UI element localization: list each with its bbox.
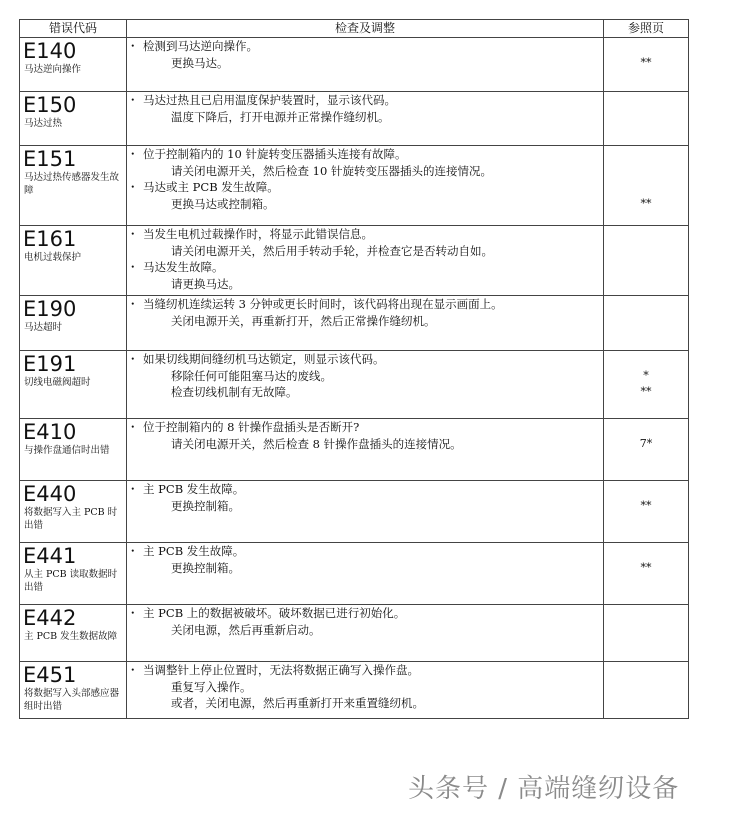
- reference-page-cell: [604, 605, 689, 662]
- table-row: [20, 543, 689, 605]
- error-code-cell: [20, 481, 127, 543]
- adjust-step: [127, 384, 603, 401]
- check-adjust-cell: [127, 543, 604, 605]
- bullet-icon: ・: [127, 147, 139, 161]
- error-name: 切线电磁阀超时: [24, 377, 91, 388]
- bullet-icon: ・: [127, 663, 139, 677]
- reference-page-cell: [604, 543, 689, 605]
- error-code: E441: [23, 544, 77, 568]
- error-code-cell: [20, 543, 127, 605]
- error-code-cell: [20, 38, 127, 92]
- check-item: [127, 351, 603, 368]
- error-name: 电机过载保护: [24, 252, 82, 263]
- header-reference-page: 参照页: [604, 20, 689, 38]
- line-text: 更换马达。: [171, 55, 229, 70]
- error-code: E190: [23, 297, 77, 321]
- bullet-icon: ・: [127, 352, 139, 366]
- error-code-cell: [20, 351, 127, 419]
- error-name: 主 PCB 发生数据故障: [24, 631, 118, 642]
- error-code: E151: [23, 147, 77, 171]
- line-text: 更换马达或控制箱。: [171, 196, 275, 211]
- reference-page-cell: [604, 662, 689, 719]
- reference-page-cell: [604, 296, 689, 351]
- table-row: [20, 351, 689, 419]
- reference-mark: 7*: [639, 436, 653, 450]
- reference-page-cell: [604, 226, 689, 296]
- reference-page-cell: [604, 481, 689, 543]
- check-item: [127, 296, 603, 313]
- reference-mark: **: [640, 385, 652, 398]
- line-text: 主 PCB 发生故障。: [143, 544, 245, 558]
- adjust-step: [127, 695, 603, 712]
- error-code-cell: [20, 92, 127, 146]
- check-item: [127, 226, 603, 243]
- check-adjust-cell: [127, 419, 604, 481]
- check-item: [127, 92, 603, 109]
- reference-mark: **: [640, 498, 652, 512]
- adjust-step: [127, 436, 603, 453]
- error-code-cell: [20, 605, 127, 662]
- check-adjust-cell: [127, 662, 604, 719]
- line-text: 主 PCB 上的数据被破坏。破坏数据已进行初始化。: [143, 606, 406, 620]
- error-code-cell: [20, 419, 127, 481]
- error-code: E191: [23, 352, 77, 376]
- reference-page-cell: [604, 38, 689, 92]
- adjust-step: [127, 163, 603, 180]
- check-item: [127, 259, 603, 276]
- table-row: [20, 419, 689, 481]
- reference-mark: [604, 543, 688, 560]
- header-check-adjust: 检查及调整: [127, 20, 604, 38]
- table-row: [20, 662, 689, 719]
- reference-mark: [604, 351, 688, 368]
- error-name: 马达过热: [24, 118, 63, 129]
- check-adjust-cell: [127, 146, 604, 226]
- bullet-icon: ・: [127, 39, 139, 53]
- check-adjust-cell: [127, 92, 604, 146]
- table-body: [20, 38, 689, 719]
- reference-mark: [604, 146, 688, 163]
- line-text: 更换控制箱。: [171, 560, 240, 575]
- reference-page-cell: [604, 419, 689, 481]
- header-error-code: 错误代码: [20, 20, 127, 38]
- line-text: 移除任何可能阻塞马达的废线。: [171, 368, 332, 383]
- error-name: 马达超时: [24, 322, 63, 333]
- check-item: [127, 38, 603, 55]
- bullet-icon: ・: [127, 227, 139, 241]
- check-adjust-cell: [127, 296, 604, 351]
- check-adjust-cell: [127, 481, 604, 543]
- reference-mark: [604, 419, 688, 436]
- reference-page-cell: [604, 351, 689, 419]
- line-text: 关闭电源，然后再重新启动。: [171, 622, 321, 637]
- table-row: [20, 92, 689, 146]
- error-code-cell: [20, 296, 127, 351]
- adjust-step: [127, 560, 603, 577]
- line-text: 当调整针上停止位置时，无法将数据正确写入操作盘。: [143, 663, 419, 677]
- line-text: 请更换马达。: [171, 276, 240, 291]
- adjust-step: [127, 243, 603, 260]
- error-code: E140: [23, 39, 77, 63]
- check-item: [127, 543, 603, 560]
- reference-mark: [604, 481, 688, 498]
- adjust-step: [127, 109, 603, 126]
- check-adjust-cell: [127, 605, 604, 662]
- line-text: 检测到马达逆向操作。: [143, 39, 258, 53]
- error-code: E442: [23, 606, 77, 630]
- adjust-step: [127, 196, 603, 213]
- error-code-cell: [20, 226, 127, 296]
- adjust-step: [127, 276, 603, 293]
- error-code: E161: [23, 227, 77, 251]
- error-code: E451: [23, 663, 77, 687]
- error-code: E150: [23, 93, 77, 117]
- line-text: 更换控制箱。: [171, 498, 240, 513]
- table-row: [20, 605, 689, 662]
- bullet-icon: ・: [127, 180, 139, 194]
- adjust-step: [127, 622, 603, 639]
- table-row: [20, 146, 689, 226]
- check-adjust-cell: [127, 351, 604, 419]
- error-name: 马达过热传感器发生故障: [24, 172, 120, 196]
- check-item: [127, 419, 603, 436]
- table-header-row: [20, 20, 689, 38]
- line-text: 请关闭电源开关，然后检查 8 针操作盘插头的连接情况。: [171, 436, 462, 451]
- adjust-step: [127, 679, 603, 696]
- check-item: [127, 605, 603, 622]
- check-item: [127, 481, 603, 498]
- line-text: 马达过热且已启用温度保护装置时，显示该代码。: [143, 93, 396, 107]
- bullet-icon: ・: [127, 93, 139, 107]
- check-adjust-cell: [127, 38, 604, 92]
- reference-mark: [604, 163, 688, 180]
- line-text: 马达发生故障。: [143, 260, 224, 274]
- line-text: 重复写入操作。: [171, 679, 252, 694]
- error-code-cell: [20, 146, 127, 226]
- line-text: 检查切线机制有无故障。: [171, 385, 298, 399]
- adjust-step: [127, 55, 603, 72]
- adjust-step: [127, 313, 603, 330]
- adjust-step: [127, 368, 603, 385]
- bullet-icon: ・: [127, 606, 139, 620]
- line-text: 位于控制箱内的 8 针操作盘插头是否断开?: [143, 420, 360, 434]
- table-row: [20, 481, 689, 543]
- bullet-icon: ・: [127, 297, 139, 311]
- reference-page-cell: [604, 146, 689, 226]
- check-adjust-cell: [127, 226, 604, 296]
- line-text: 马达或主 PCB 发生故障。: [143, 180, 279, 194]
- reference-mark: *: [643, 368, 649, 382]
- reference-mark: **: [640, 196, 652, 210]
- table-row: [20, 38, 689, 92]
- line-text: 温度下降后，打开电源并正常操作缝纫机。: [171, 109, 390, 124]
- check-item: [127, 179, 603, 196]
- error-name: 从主 PCB 读取数据时出错: [24, 569, 118, 593]
- error-code-table: [19, 19, 689, 719]
- error-code: E440: [23, 482, 77, 506]
- line-text: 当缝纫机连续运转 3 分钟或更长时间时，该代码将出现在显示画面上。: [143, 297, 503, 311]
- table-row: [20, 296, 689, 351]
- bullet-icon: ・: [127, 260, 139, 274]
- line-text: 关闭电源开关，再重新打开，然后正常操作缝纫机。: [171, 313, 436, 328]
- line-text: 位于控制箱内的 10 针旋转变压器插头连接有故障。: [143, 147, 407, 161]
- line-text: 主 PCB 发生故障。: [143, 482, 245, 496]
- reference-mark: [604, 38, 688, 55]
- error-name: 与操作盘通信时出错: [24, 445, 110, 456]
- error-code-cell: [20, 662, 127, 719]
- line-text: 请关闭电源开关，然后检查 10 针旋转变压器插头的连接情况。: [171, 163, 492, 178]
- reference-mark: **: [640, 560, 652, 574]
- reference-mark: [604, 179, 688, 196]
- reference-mark: **: [640, 55, 652, 69]
- bullet-icon: ・: [127, 544, 139, 558]
- check-item: [127, 662, 603, 679]
- error-name: 将数据写入主 PCB 时出错: [24, 507, 118, 531]
- check-item: [127, 146, 603, 163]
- error-name: 马达逆向操作: [24, 64, 82, 75]
- error-code: E410: [23, 420, 77, 444]
- table-row: [20, 226, 689, 296]
- error-name: 将数据写入头部感应器组时出错: [24, 688, 120, 712]
- line-text: 或者，关闭电源，然后再重新打开来重置缝纫机。: [171, 696, 424, 710]
- line-text: 如果切线期间缝纫机马达锁定，则显示该代码。: [143, 352, 385, 366]
- line-text: 当发生电机过载操作时，将显示此错误信息。: [143, 227, 373, 241]
- watermark: 头条号 / 高端缝纫设备: [408, 774, 680, 804]
- reference-page-cell: [604, 92, 689, 146]
- adjust-step: [127, 498, 603, 515]
- line-text: 请关闭电源开关，然后用手转动手轮，并检查它是否转动自如。: [171, 243, 493, 258]
- bullet-icon: ・: [127, 482, 139, 496]
- bullet-icon: ・: [127, 420, 139, 434]
